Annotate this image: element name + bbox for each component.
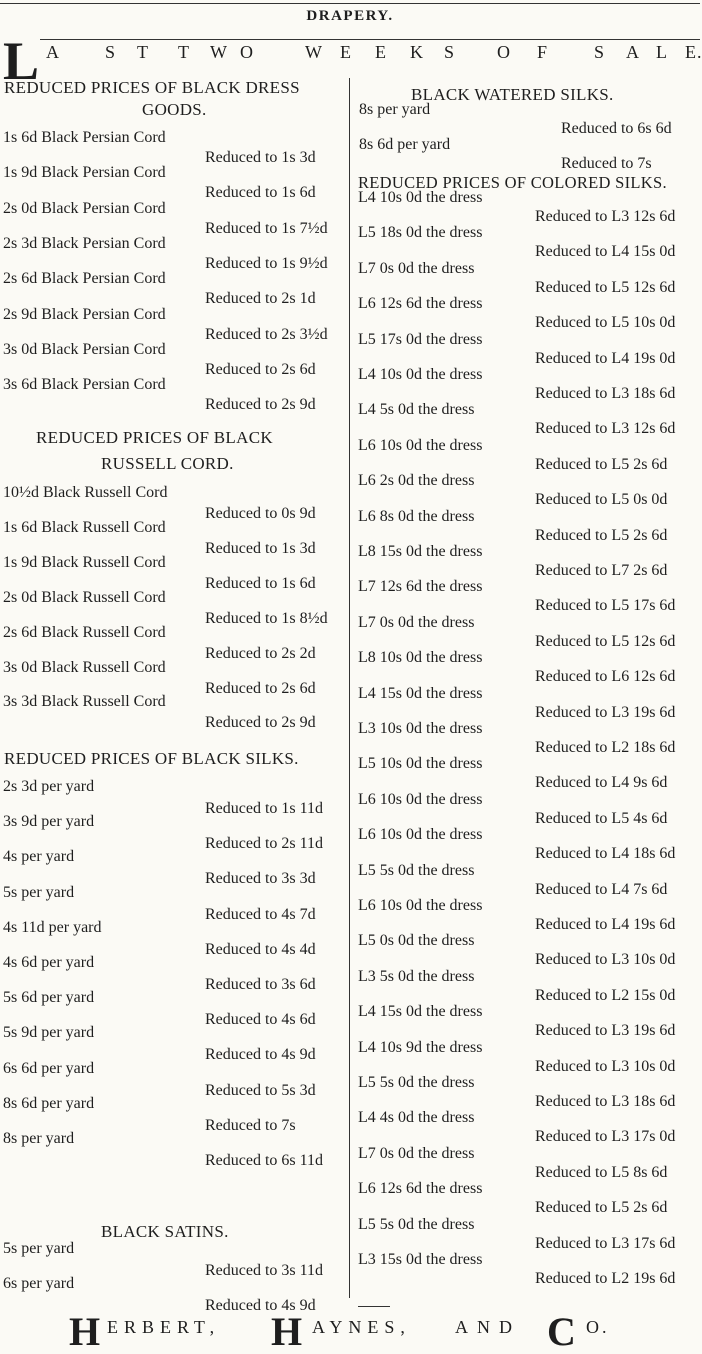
reduced-price: Reduced to 5s 3d — [205, 1081, 316, 1099]
reduced-price: Reduced to L5 2s 6d — [535, 1199, 668, 1217]
reduced-price: Reduced to 4s 9d — [205, 1297, 316, 1314]
item-price: L4 10s 0d the dress — [358, 189, 483, 206]
item-price: 10½d Black Russell Cord — [3, 484, 168, 501]
item-price: 2s 6d Black Russell Cord — [3, 623, 166, 641]
reduced-price: Reduced to 4s 6d — [205, 1011, 316, 1029]
section-header: DRAPERY. — [306, 8, 394, 24]
item-price: L5 5s 0d the dress — [358, 1074, 475, 1091]
reduced-price: Reduced to 3s 11d — [205, 1262, 324, 1279]
item-price: 8s per yard — [3, 1130, 75, 1147]
banner-letter: T — [178, 42, 189, 62]
reduced-price: Reduced to L5 2s 6d — [535, 455, 668, 473]
reduced-price: Reduced to 2s 1d — [205, 290, 316, 308]
item-price: 2s 3d per yard — [3, 778, 95, 795]
footer-word-2: AYNES, — [312, 1317, 411, 1337]
reduced-price: Reduced to 4s 4d — [205, 940, 316, 958]
top-rule — [0, 3, 700, 4]
reduced-price: Reduced to 1s 6d — [205, 184, 316, 202]
banner-rule — [40, 39, 700, 40]
reduced-price: Reduced to L5 17s 6d — [535, 597, 676, 615]
reduced-price: Reduced to 2s 6d — [205, 360, 316, 378]
item-price: L3 5s 0d the dress — [358, 967, 475, 985]
banner-letter: O — [240, 42, 253, 62]
item-price: 1s 9d Black Persian Cord — [3, 164, 166, 182]
reduced-price: Reduced to L2 19s 6d — [535, 1270, 676, 1287]
reduced-price: Reduced to L4 7s 6d — [535, 880, 668, 898]
item-price: L3 15s 0d the dress — [358, 1251, 483, 1268]
russell-heading-line2: RUSSELL CORD. — [101, 454, 234, 473]
item-price: 6s per yard — [3, 1275, 75, 1292]
item-price: 6s 6d per yard — [3, 1059, 95, 1077]
item-price: L6 10s 0d the dress — [358, 897, 483, 914]
footer-word-1: ERBERT, — [107, 1317, 221, 1337]
item-price: L4 10s 0d the dress — [358, 366, 483, 383]
reduced-price: Reduced to L3 10s 0d — [535, 951, 676, 969]
reduced-price: Reduced to L3 19s 6d — [535, 1022, 676, 1040]
item-price: L5 10s 0d the dress — [358, 755, 483, 773]
reduced-price: Reduced to 2s 11d — [205, 835, 324, 853]
reduced-price: Reduced to 2s 2d — [205, 644, 316, 662]
banner-letter: E — [375, 42, 386, 62]
reduced-price: Reduced to 1s 3d — [205, 149, 316, 166]
item-price: L4 15s 0d the dress — [358, 1003, 483, 1021]
reduced-price: Reduced to L3 12s 6d — [535, 208, 676, 225]
reduced-price: Reduced to L4 19s 0d — [535, 349, 676, 367]
item-price: L6 8s 0d the dress — [358, 507, 475, 525]
banner-letter: E — [340, 42, 351, 62]
reduced-price: Reduced to L6 12s 6d — [535, 668, 676, 686]
banner-letter: . — [697, 42, 702, 62]
reduced-price: Reduced to 1s 9½d — [205, 254, 328, 272]
column-divider — [349, 78, 350, 1298]
reduced-price: Reduced to 0s 9d — [205, 505, 316, 522]
banner-letter: O — [497, 42, 510, 62]
reduced-price: Reduced to 2s 6d — [205, 679, 316, 697]
reduced-price: Reduced to L5 12s 6d — [535, 632, 676, 650]
watered-heading: BLACK WATERED SILKS. — [411, 85, 614, 104]
reduced-price: Reduced to L5 4s 6d — [535, 809, 668, 827]
reduced-price: Reduced to 2s 9d — [205, 396, 316, 414]
banner-letter: F — [537, 42, 548, 62]
item-price: 5s per yard — [3, 883, 75, 901]
item-price: L5 5s 0d the dress — [358, 1215, 475, 1233]
reduced-price: Reduced to L3 18s 6d — [535, 1093, 676, 1110]
footer-word-4: O. — [586, 1317, 610, 1337]
footer-initial-2: H — [271, 1309, 303, 1354]
item-price: L4 5s 0d the dress — [358, 401, 475, 419]
item-price: L8 10s 0d the dress — [358, 649, 483, 667]
banner-letter: A — [626, 42, 639, 62]
banner-initial: L — [3, 31, 40, 91]
banner-letter: A — [46, 42, 59, 62]
reduced-price: Reduced to 3s 6d — [205, 976, 316, 993]
banner-letter: W — [210, 42, 227, 62]
satins-heading: BLACK SATINS. — [101, 1222, 229, 1241]
item-price: 3s 6d Black Persian Cord — [3, 376, 166, 394]
reduced-price: Reduced to 1s 3d — [205, 539, 316, 557]
item-price: 1s 6d Black Persian Cord — [3, 129, 166, 146]
footer-rule — [358, 1306, 390, 1307]
reduced-price: Reduced to L5 12s 6d — [535, 278, 676, 296]
reduced-price: Reduced to L5 10s 0d — [535, 314, 676, 332]
item-price: L4 15s 0d the dress — [358, 684, 483, 702]
item-price: 1s 9d Black Russell Cord — [3, 553, 166, 571]
item-price: L7 0s 0d the dress — [358, 613, 475, 631]
reduced-price: Reduced to 4s 7d — [205, 905, 316, 923]
reduced-price: Reduced to L3 19s 6d — [535, 703, 676, 721]
reduced-price: Reduced to L4 15s 0d — [535, 243, 676, 261]
reduced-price: Reduced to 7s — [205, 1116, 296, 1134]
item-price: 4s per yard — [3, 848, 75, 866]
item-price: L6 10s 0d the dress — [358, 436, 483, 454]
reduced-price: Reduced to 1s 7½d — [205, 219, 328, 237]
item-price: L6 12s 6d the dress — [358, 295, 483, 313]
silks-heading: REDUCED PRICES OF BLACK SILKS. — [4, 749, 299, 768]
banner-letter: W — [305, 42, 322, 62]
reduced-price: Reduced to 2s 9d — [205, 714, 316, 732]
banner-letter: T — [137, 42, 148, 62]
item-price: 4s 11d per yard — [3, 918, 102, 936]
reduced-price: Reduced to L4 19s 6d — [535, 916, 676, 933]
reduced-price: Reduced to 1s 11d — [205, 800, 324, 817]
item-price: 4s 6d per yard — [3, 954, 95, 971]
item-price: 8s per yard — [359, 101, 431, 118]
banner-letter: S — [444, 42, 455, 62]
item-price: L6 10s 0d the dress — [358, 826, 483, 844]
reduced-price: Reduced to L3 10s 0d — [535, 1057, 676, 1075]
footer-initial-4: C — [547, 1309, 576, 1354]
banner-letter: S — [594, 42, 605, 62]
reduced-price: Reduced to 1s 6d — [205, 574, 316, 592]
banner-letter: E — [685, 42, 696, 62]
item-price: L7 0s 0d the dress — [358, 1144, 475, 1162]
item-price: 5s per yard — [3, 1240, 75, 1257]
item-price: L5 17s 0d the dress — [358, 330, 483, 348]
item-price: 8s 6d per yard — [3, 1094, 95, 1112]
item-price: 2s 6d Black Persian Cord — [3, 270, 166, 288]
reduced-price: Reduced to 6s 11d — [205, 1152, 324, 1169]
reduced-price: Reduced to L3 12s 6d — [535, 420, 676, 438]
reduced-price: Reduced to L3 17s 0d — [535, 1128, 676, 1146]
reduced-price: Reduced to L3 18s 6d — [535, 385, 676, 402]
reduced-price: Reduced to 3s 3d — [205, 870, 316, 888]
reduced-price: Reduced to 4s 9d — [205, 1046, 316, 1064]
item-price: L3 10s 0d the dress — [358, 720, 483, 737]
reduced-price: Reduced to 2s 3½d — [205, 325, 328, 343]
item-price: L5 18s 0d the dress — [358, 224, 483, 242]
item-price: 1s 6d Black Russell Cord — [3, 518, 166, 536]
item-price: 2s 0d Black Persian Cord — [3, 199, 166, 217]
reduced-price: Reduced to L5 2s 6d — [535, 526, 668, 544]
reduced-price: Reduced to L5 0s 0d — [535, 491, 668, 509]
footer-word-3: AND — [455, 1317, 521, 1337]
reduced-price: Reduced to L2 15s 0d — [535, 986, 676, 1004]
item-price: L5 5s 0d the dress — [358, 861, 475, 879]
item-price: 3s 0d Black Russell Cord — [3, 658, 166, 676]
item-price: 5s 9d per yard — [3, 1024, 95, 1042]
persian-heading-line2: GOODS. — [142, 100, 207, 119]
item-price: L4 10s 9d the dress — [358, 1038, 483, 1056]
item-price: 2s 9d Black Persian Cord — [3, 305, 166, 323]
reduced-price: Reduced to 6s 6d — [561, 120, 672, 137]
item-price: L7 12s 6d the dress — [358, 578, 483, 596]
item-price: 5s 6d per yard — [3, 989, 95, 1007]
item-price: L7 0s 0d the dress — [358, 259, 475, 277]
reduced-price: Reduced to L2 18s 6d — [535, 739, 676, 756]
footer-initial-1: H — [69, 1309, 101, 1354]
item-price: 8s 6d per yard — [359, 136, 451, 153]
reduced-price: Reduced to L5 8s 6d — [535, 1163, 668, 1181]
item-price: L6 12s 6d the dress — [358, 1180, 483, 1198]
item-price: 3s 9d per yard — [3, 813, 95, 831]
item-price: 2s 3d Black Persian Cord — [3, 234, 166, 252]
item-price: 2s 0d Black Russell Cord — [3, 588, 166, 606]
item-price: 3s 0d Black Persian Cord — [3, 340, 166, 358]
russell-heading-line1: REDUCED PRICES OF BLACK — [36, 428, 273, 447]
colored-heading: REDUCED PRICES OF COLORED SILKS. — [358, 173, 667, 192]
reduced-price: Reduced to L7 2s 6d — [535, 562, 668, 579]
item-price: 3s 3d Black Russell Cord — [3, 693, 166, 711]
item-price: L6 2s 0d the dress — [358, 472, 475, 490]
item-price: L6 10s 0d the dress — [358, 790, 483, 808]
reduced-price: Reduced to L4 18s 6d — [535, 845, 676, 863]
item-price: L5 0s 0d the dress — [358, 932, 475, 950]
reduced-price: Reduced to L3 17s 6d — [535, 1234, 676, 1252]
persian-heading-line1: REDUCED PRICES OF BLACK DRESS — [4, 78, 300, 97]
banner-letter: L — [656, 42, 667, 62]
reduced-price: Reduced to 1s 8½d — [205, 609, 328, 627]
item-price: L4 4s 0d the dress — [358, 1109, 475, 1127]
item-price: L8 15s 0d the dress — [358, 543, 483, 560]
banner-letter: K — [410, 42, 423, 62]
reduced-price: Reduced to L4 9s 6d — [535, 774, 668, 792]
reduced-price: Reduced to 7s — [561, 155, 652, 172]
banner-letter: S — [105, 42, 116, 62]
